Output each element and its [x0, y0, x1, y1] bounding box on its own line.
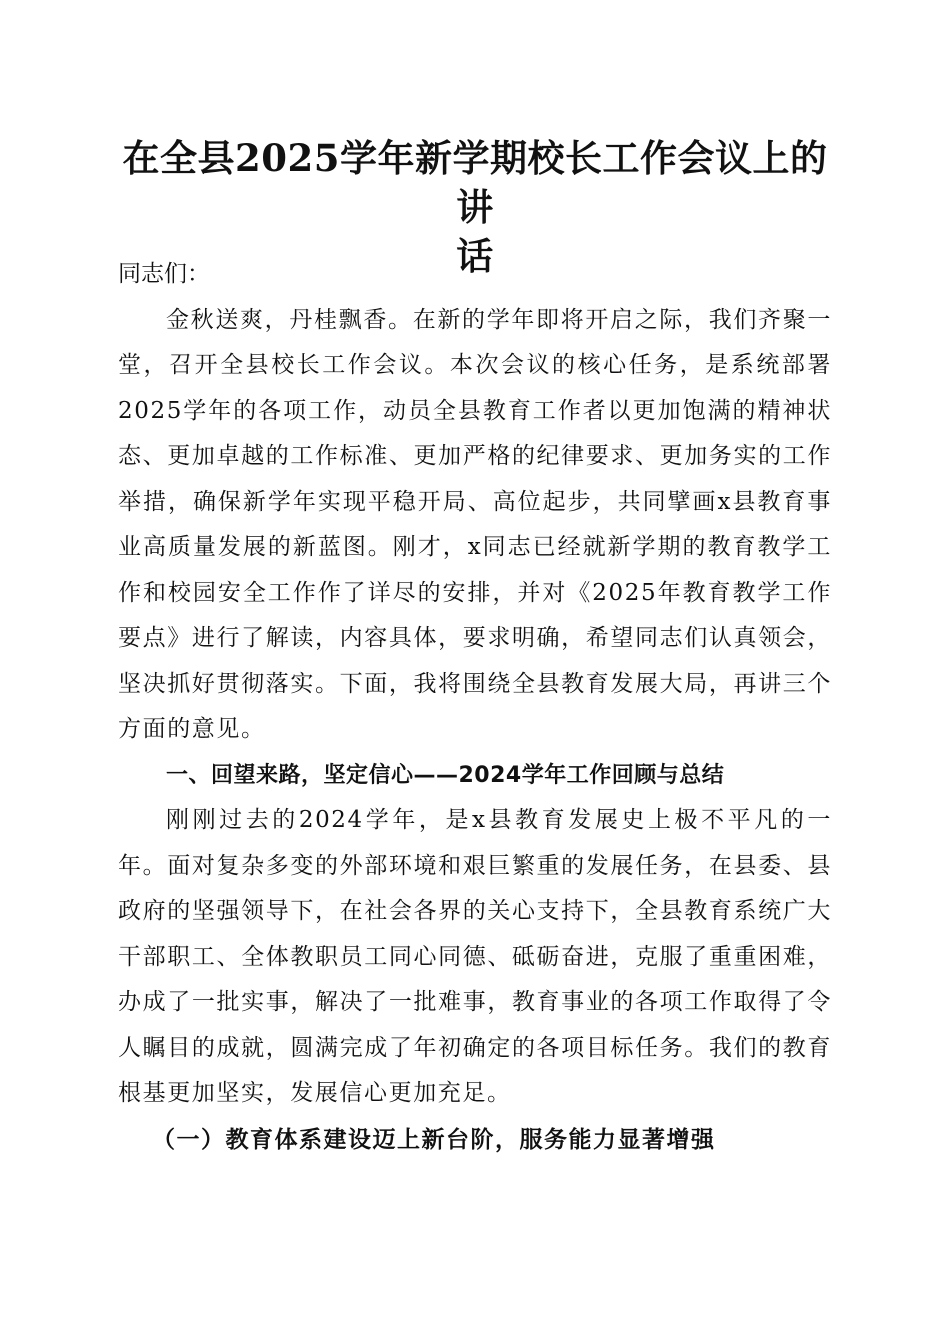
section-heading-1: 一、回望来路，坚定信心——2024学年工作回顾与总结: [166, 762, 725, 788]
salutation: 同志们：: [118, 261, 210, 287]
paragraph-intro: 金秋送爽，丹桂飘香。在新的学年即将开启之际，我们齐聚一堂，召开全县校长工作会议。本次会议的核心任务，是系统部署2025学年的各项工作，动员全县教育工作者以更加饱满的精神状态、更加卓越的工作标准、更加严格的纪律要求、更加务实的工作举措，确保新学年实现平稳开局、高位起步，共同擘画x县教育事业高质量发展的新蓝图。刚才，x同志已经就新学期的教育教学工作和校园安全工作作了详尽的安排，并对《2025年教育教学工作要点》进行了解读，内容具体，要求明确，希望同志们认真领会，坚决抓好贯彻落实。下面，我将围绕全县教育发展大局，再讲三个方面的意见。: [118, 306, 832, 742]
subsection-heading-1: （一）教育体系建设迈上新台阶，服务能力显著增强: [152, 1125, 716, 1153]
document-body: [118, 252, 832, 1162]
paragraph-review: 刚刚过去的2024学年，是x县教育发展史上极不平凡的一年。面对复杂多变的外部环境和艰巨繁重的发展任务，在县委、县政府的坚强领导下，在社会各界的关心支持下，全县教育系统广大干部职工、全体教职员工同心同德、砥砺奋进，克服了重重困难，办成了一批实事，解决了一批难事，教育事业的各项工作取得了令人瞩目的成就，圆满完成了年初确定的各项目标任务。我们的教育根基更加坚实，发展信心更加充足。: [118, 807, 832, 1106]
title-line-2: 话: [456, 234, 494, 278]
title-line-1: 在全县2025学年新学期校长工作会议上的讲: [122, 136, 828, 229]
